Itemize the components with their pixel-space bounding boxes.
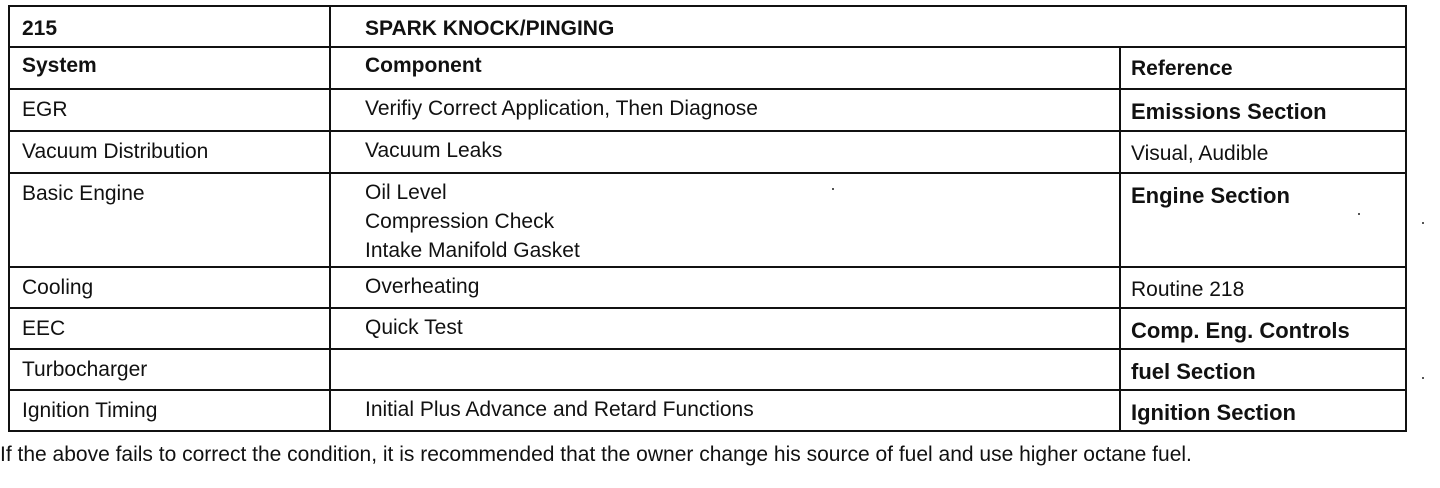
reference-cell: Comp. Eng. Controls (1120, 308, 1406, 349)
system-cell: Ignition Timing (9, 390, 330, 431)
component-cell (330, 173, 1120, 267)
scan-speck (832, 188, 834, 190)
table-row (9, 131, 1406, 173)
component-cell (330, 308, 1120, 349)
component-line: Overheating (365, 275, 480, 298)
system-cell: Cooling (9, 267, 330, 308)
table-row (9, 267, 1406, 308)
component-cell (330, 89, 1120, 131)
component-line: Vacuum Leaks (365, 139, 503, 162)
system-cell: Turbocharger (9, 349, 330, 390)
component-cell (330, 390, 1120, 431)
table-row (9, 308, 1406, 349)
system-cell: Basic Engine (9, 173, 330, 267)
system-cell: EGR (9, 89, 330, 131)
component-line: Oil Level (365, 181, 447, 204)
reference-header: Reference (1120, 47, 1406, 89)
diagnostic-table (8, 5, 1407, 432)
component-line: Quick Test (365, 316, 463, 339)
routine-title: SPARK KNOCK/PINGING (330, 6, 1406, 47)
component-cell (330, 349, 1120, 390)
table-row (9, 390, 1406, 431)
reference-cell: Visual, Audible (1120, 131, 1406, 173)
component-cell (330, 267, 1120, 308)
table-row (9, 89, 1406, 131)
scan-speck (1358, 213, 1360, 215)
component-line: Intake Manifold Gasket (365, 239, 580, 262)
footnote-text: If the above fails to correct the condition, it is recommended that the owner change his source of fuel and use higher octane fuel. (0, 443, 1192, 466)
system-cell: EEC (9, 308, 330, 349)
scan-speck (1422, 222, 1424, 224)
reference-cell: fuel Section (1120, 349, 1406, 390)
table-row (9, 173, 1406, 267)
routine-number: 215 (9, 6, 330, 47)
component-line: Initial Plus Advance and Retard Functions (365, 398, 754, 421)
system-cell: Vacuum Distribution (9, 131, 330, 173)
reference-cell: Engine Section (1120, 173, 1406, 267)
component-cell (330, 131, 1120, 173)
reference-cell: Emissions Section (1120, 89, 1406, 131)
component-line: Compression Check (365, 210, 555, 233)
table-row (9, 349, 1406, 390)
header-row (9, 47, 1406, 89)
scan-speck (1422, 377, 1424, 379)
title-row (9, 6, 1406, 47)
component-line: Verifiy Correct Application, Then Diagnose (365, 97, 758, 120)
reference-cell: Routine 218 (1120, 267, 1406, 308)
component-header: Component (330, 47, 1120, 89)
system-header: System (9, 47, 330, 89)
reference-cell: Ignition Section (1120, 390, 1406, 431)
